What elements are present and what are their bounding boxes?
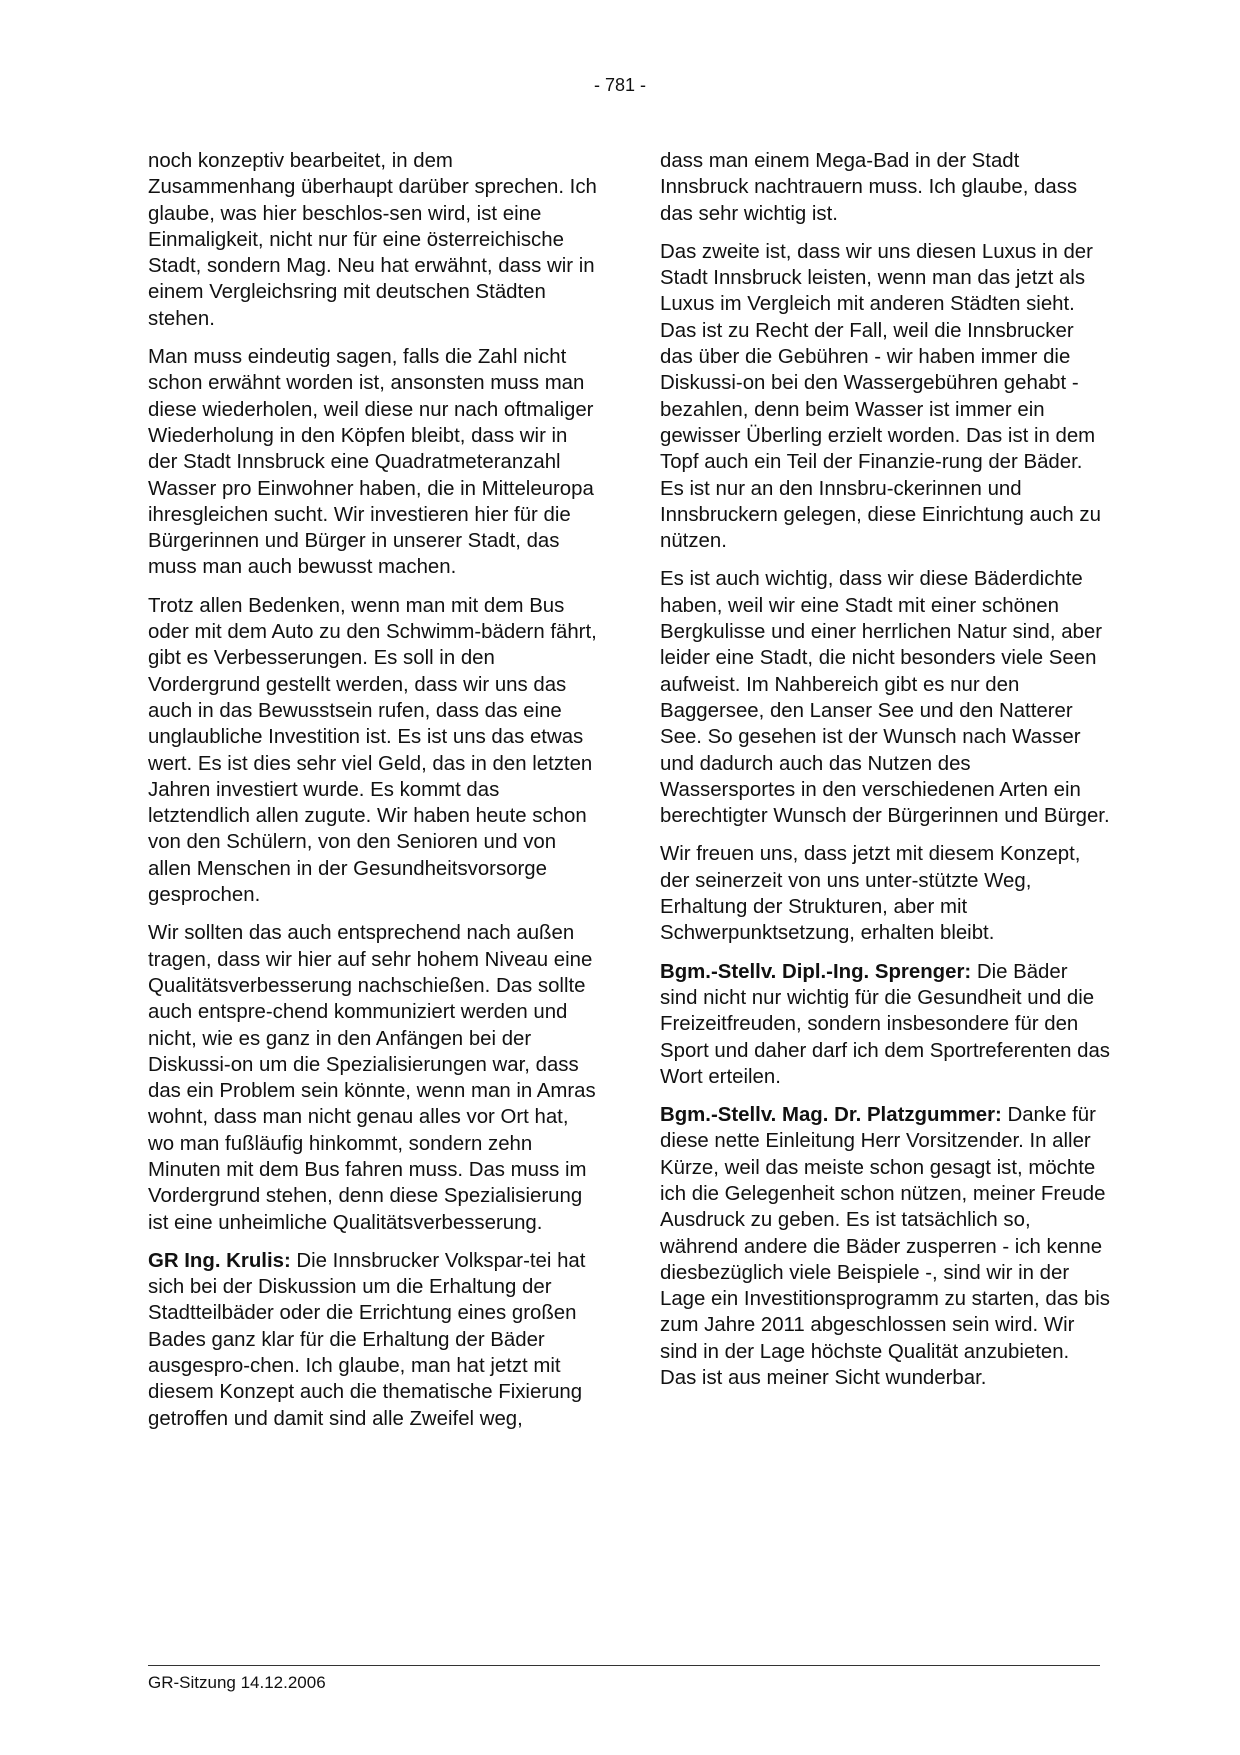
paragraph-text: Die Innsbrucker Volkspar-tei hat sich bei der Diskussion um die Erhaltung der Stadtteilbäder oder die Errichtung eines großen Bades ganz klar für die Erhaltung der Bäder ausgespro-chen. Ich glaube, man hat jetzt mit diesem Konzept auch die thematische Fixierung getroffen und damit sind alle Zweifel weg,	[148, 1249, 586, 1430]
paragraph-text: Wir sollten das auch entsprechend nach außen tragen, dass wir hier auf sehr hohem Niveau eine Qualitätsverbesserung nachschießen. Das sollte auch entspre-chend kommuniziert werden und nicht, wie es ganz in den Anfängen bei der Diskussi-on um die Spezialisierungen war, dass das ein Problem sein könnte, wenn man in Amras wohnt, dass man nicht genau alles vor Ort hat, wo man fußläufig hinkommt, sondern zehn Minuten mit dem Bus fahren muss. Das muss im Vordergrund stehen, denn diese Spezialisierung ist eine unheimliche Qualitätsverbesserung.	[148, 922, 596, 1234]
speaker-name: Bgm.-Stellv. Mag. Dr. Platzgummer:	[660, 1104, 1002, 1127]
paragraph-text: Trotz allen Bedenken, wenn man mit dem Bus oder mit dem Auto zu den Schwimm-bädern fährt, gibt es Verbesserungen. Es soll in den Vordergrund gestellt werden, dass wir uns das auch in das Bewusstsein rufen, dass das eine unglaubliche Investition ist. Es ist uns das etwas wert. Es ist dies sehr viel Geld, das in den letzten Jahren investiert wurde. Es kommt das letztendlich allen zugute. Wir haben heute schon von den Schülern, von den Senioren und von allen Menschen in der Gesundheitsvorsorge gesprochen.	[148, 594, 597, 907]
paragraph-text: Danke für diese nette Einleitung Herr Vorsitzender. In aller Kürze, weil das meiste schon gesagt ist, möchte ich die Gelegenheit schon nützen, meiner Freude Ausdruck zu geben. Es ist tatsächlich so, während andere die Bäder zusperren - ich kenne diesbezüglich viele Beispiele -, sind wir in der Lage ein Investitionsprogramm zu starten, das bis zum Jahre 2011 abgeschlossen sein wird. Wir sind in der Lage höchste Qualität anzubieten. Das ist aus meiner Sicht wunderbar.	[660, 1104, 1110, 1390]
paragraph	[660, 1102, 1110, 1391]
paragraph-text: Die Bäder sind nicht nur wichtig für die Gesundheit und die Freizeitfreuden, sondern insbesondere für den Sport und daher darf ich dem Sportreferenten das Wort erteilen.	[660, 960, 1110, 1088]
paragraph-text: dass man einem Mega-Bad in der Stadt Innsbruck nachtrauern muss. Ich glaube, dass das sehr wichtig ist.	[660, 150, 1078, 225]
speaker-name: GR Ing. Krulis:	[148, 1249, 291, 1272]
paragraph	[148, 593, 598, 909]
footer-session-date: GR-Sitzung 14.12.2006	[148, 1673, 326, 1692]
paragraph-text: Man muss eindeutig sagen, falls die Zahl nicht schon erwähnt worden ist, ansonsten muss man diese wiederholen, weil diese nur nach oftmaliger Wiederholung in den Köpfen bleibt, dass wir in der Stadt Innsbruck eine Quadratmeteranzahl Wasser pro Einwohner haben, die in Mitteleuropa ihresgleichen sucht. Wir investieren hier für die Bürgerinnen und Bürger in unserer Stadt, das muss man auch bewusst machen.	[148, 346, 594, 579]
paragraph	[148, 148, 598, 332]
right-column	[660, 148, 1110, 1403]
paragraph	[148, 1248, 598, 1432]
left-column	[148, 148, 598, 1444]
paragraph	[148, 920, 598, 1236]
speaker-name: Bgm.-Stellv. Dipl.-Ing. Sprenger:	[660, 960, 972, 983]
page-number: - 781 -	[593, 75, 647, 95]
paragraph-text: Es ist auch wichtig, dass wir diese Bäderdichte haben, weil wir eine Stadt mit einer schönen Bergkulisse und einer herrlichen Natur sind, aber leider eine Stadt, die nicht besonders viele Seen aufweist. Im Nahbereich gibt es nur den Baggersee, den Lanser See und den Natterer See. So gesehen ist der Wunsch nach Wasser und dadurch auch das Nutzen des Wassersportes in den verschiedenen Arten ein berechtigter Wunsch der Bürgerinnen und Bürger.	[660, 568, 1110, 828]
paragraph	[660, 959, 1110, 1090]
paragraph	[660, 148, 1110, 227]
paragraph	[660, 239, 1110, 555]
paragraph	[660, 841, 1110, 946]
paragraph	[148, 344, 598, 581]
paragraph-text: Das zweite ist, dass wir uns diesen Luxus in der Stadt Innsbruck leisten, wenn man das jetzt als Luxus im Vergleich mit anderen Städten sieht. Das ist zu Recht der Fall, weil die Innsbrucker das über die Gebühren - wir haben immer die Diskussi-on bei den Wassergebühren gehabt - bezahlen, denn beim Wasser ist immer ein gewisser Überling erzielt worden. Das ist in dem Topf auch ein Teil der Finanzie-rung der Bäder. Es ist nur an den Innsbru-ckerinnen und Innsbruckern gelegen, diese Einrichtung auch zu nützen.	[660, 240, 1101, 553]
footer-divider	[148, 1665, 1100, 1666]
paragraph-text: noch konzeptiv bearbeitet, in dem Zusammenhang überhaupt darüber sprechen. Ich glaube, was hier beschlos-sen wird, ist eine Einmaligkeit, nicht nur für eine österreichische Stadt, sondern Mag. Neu hat erwähnt, dass wir in einem Vergleichsring mit deutschen Städten stehen.	[148, 150, 597, 330]
paragraph-text: Wir freuen uns, dass jetzt mit diesem Konzept, der seinerzeit von uns unter-stützte Weg, Erhaltung der Strukturen, aber mit Schwerpunktsetzung, erhalten bleibt.	[660, 843, 1081, 945]
paragraph	[660, 566, 1110, 829]
